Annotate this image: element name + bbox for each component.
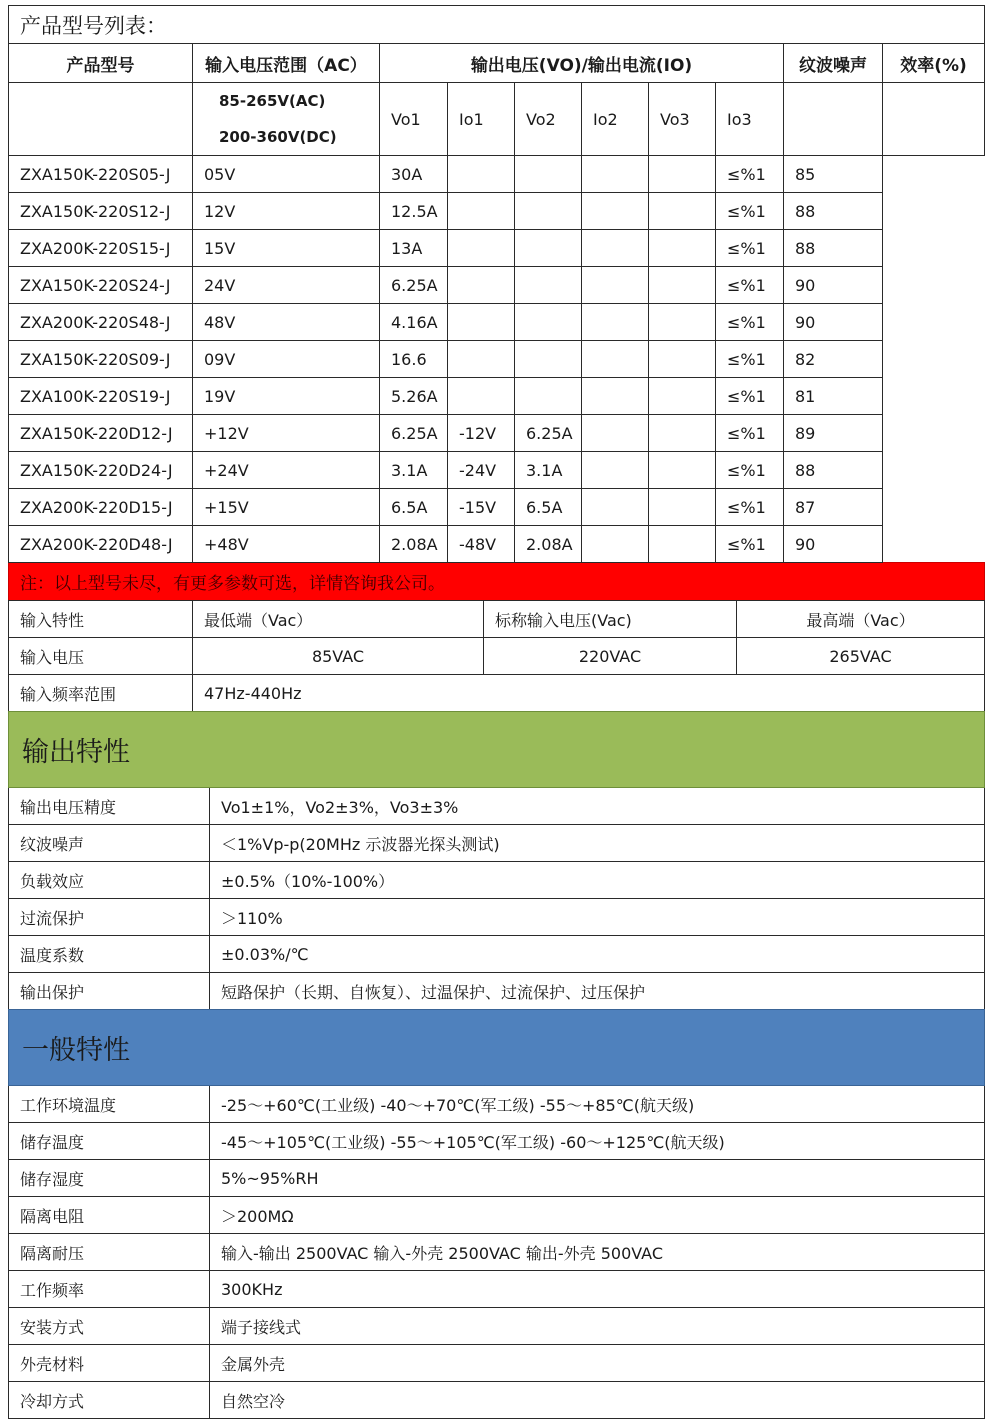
- header-model: 产品型号: [9, 44, 193, 83]
- efficiency-cell: 88: [784, 230, 883, 267]
- vo3-cell: [582, 489, 649, 526]
- general-spec-row: [9, 1086, 985, 1123]
- model-cell: ZXA200K-220S48-J: [9, 304, 193, 341]
- table-row: [9, 341, 985, 378]
- io1-cell: 12.5A: [380, 193, 448, 230]
- model-cell: ZXA150K-220D12-J: [9, 415, 193, 452]
- vo1-cell: +15V: [193, 489, 380, 526]
- input-label: 输入特性: [9, 601, 193, 638]
- subheader-io3: Io3: [716, 83, 784, 156]
- general-spec-label: 储存湿度: [9, 1160, 210, 1197]
- output-spec-row: [9, 788, 985, 825]
- efficiency-cell: 89: [784, 415, 883, 452]
- model-cell: ZXA200K-220D48-J: [9, 526, 193, 563]
- general-spec-row: [9, 1308, 985, 1345]
- io2-cell: [515, 230, 582, 267]
- general-spec-label: 工作频率: [9, 1271, 210, 1308]
- vo3-cell: [582, 526, 649, 563]
- output-spec-label: 过流保护: [9, 899, 210, 936]
- vo1-cell: +48V: [193, 526, 380, 563]
- vo1-cell: 12V: [193, 193, 380, 230]
- general-spec-value: 5%~95%RH: [210, 1160, 985, 1197]
- general-spec-label: 隔离耐压: [9, 1234, 210, 1271]
- io2-cell: [515, 341, 582, 378]
- output-spec-label: 负载效应: [9, 862, 210, 899]
- general-spec-value: -25～+60℃(工业级) -40～+70℃(军工级) -55～+85℃(航天级): [210, 1086, 985, 1123]
- vo3-cell: [582, 267, 649, 304]
- page-title: 产品型号列表：: [9, 6, 985, 44]
- general-spec-row: [9, 1345, 985, 1382]
- ripple-cell: ≤%1: [716, 267, 784, 304]
- general-spec-value: 金属外壳: [210, 1345, 985, 1382]
- header-input-range: 输入电压范围（AC）: [193, 44, 380, 83]
- model-table: [8, 5, 985, 601]
- output-section-title: 输出特性: [9, 712, 985, 788]
- vo3-cell: [582, 193, 649, 230]
- input-range-ac: 85-265V(AC): [219, 92, 326, 110]
- io3-cell: [649, 193, 716, 230]
- input-voltage-min: 85VAC: [193, 638, 484, 675]
- io2-cell: 6.5A: [515, 489, 582, 526]
- vo1-cell: +24V: [193, 452, 380, 489]
- general-spec-label: 隔离电阻: [9, 1197, 210, 1234]
- ripple-cell: ≤%1: [716, 230, 784, 267]
- subheader-blank: [9, 83, 193, 156]
- ripple-cell: ≤%1: [716, 452, 784, 489]
- output-spec-label: 温度系数: [9, 936, 210, 973]
- output-spec-value: ±0.5%（10%-100%）: [210, 862, 985, 899]
- general-spec-row: [9, 1123, 985, 1160]
- header-output: 输出电压(VO)/输出电流(IO): [380, 44, 784, 83]
- table-row: [9, 415, 985, 452]
- io3-cell: [649, 452, 716, 489]
- io3-cell: [649, 230, 716, 267]
- io2-cell: [515, 378, 582, 415]
- general-spec-value: 自然空冷: [210, 1382, 985, 1419]
- output-spec-value: ＜1%Vp-p(20MHz 示波器光探头测试): [210, 825, 985, 862]
- vo1-cell: 05V: [193, 156, 380, 193]
- io2-cell: 2.08A: [515, 526, 582, 563]
- io1-cell: 3.1A: [380, 452, 448, 489]
- table-row: [9, 156, 985, 193]
- input-col-min: 最低端（Vac）: [193, 601, 484, 638]
- vo2-cell: [448, 341, 515, 378]
- efficiency-cell: 87: [784, 489, 883, 526]
- general-spec-value: 输入-输出 2500VAC 输入-外壳 2500VAC 输出-外壳 500VAC: [210, 1234, 985, 1271]
- vo1-cell: 15V: [193, 230, 380, 267]
- model-cell: ZXA150K-220S24-J: [9, 267, 193, 304]
- general-table: [8, 1009, 985, 1419]
- efficiency-cell: 90: [784, 267, 883, 304]
- general-spec-row: [9, 1160, 985, 1197]
- table-row: [9, 378, 985, 415]
- io1-cell: 16.6: [380, 341, 448, 378]
- efficiency-cell: 90: [784, 526, 883, 563]
- model-cell: ZXA150K-220S09-J: [9, 341, 193, 378]
- output-spec-row: [9, 899, 985, 936]
- vo2-cell: [448, 267, 515, 304]
- io3-cell: [649, 267, 716, 304]
- general-spec-label: 储存温度: [9, 1123, 210, 1160]
- vo3-cell: [582, 452, 649, 489]
- model-cell: ZXA150K-220D24-J: [9, 452, 193, 489]
- table-row: [9, 267, 985, 304]
- ripple-cell: ≤%1: [716, 489, 784, 526]
- input-voltage-label: 输入电压: [9, 638, 193, 675]
- io2-cell: [515, 267, 582, 304]
- table-row: [9, 230, 985, 267]
- table-row: [9, 526, 985, 563]
- efficiency-cell: 90: [784, 304, 883, 341]
- subheader-vo3: Vo3: [649, 83, 716, 156]
- input-freq-label: 输入频率范围: [9, 675, 193, 712]
- vo2-cell: [448, 230, 515, 267]
- general-spec-label: 外壳材料: [9, 1345, 210, 1382]
- efficiency-cell: 82: [784, 341, 883, 378]
- model-cell: ZXA200K-220S15-J: [9, 230, 193, 267]
- output-spec-label: 纹波噪声: [9, 825, 210, 862]
- io2-cell: [515, 304, 582, 341]
- vo2-cell: -48V: [448, 526, 515, 563]
- general-spec-label: 冷却方式: [9, 1382, 210, 1419]
- output-spec-label: 输出保护: [9, 973, 210, 1010]
- ripple-cell: ≤%1: [716, 193, 784, 230]
- general-spec-label: 工作环境温度: [9, 1086, 210, 1123]
- model-cell: ZXA200K-220D15-J: [9, 489, 193, 526]
- io2-cell: 6.25A: [515, 415, 582, 452]
- vo2-cell: -15V: [448, 489, 515, 526]
- io1-cell: 13A: [380, 230, 448, 267]
- input-col-max: 最高端（Vac）: [737, 601, 985, 638]
- io3-cell: [649, 341, 716, 378]
- input-range-dc: 200-360V(DC): [219, 128, 337, 146]
- io3-cell: [649, 304, 716, 341]
- input-col-nominal: 标称输入电压(Vac): [484, 601, 737, 638]
- spec-sheet: [8, 5, 984, 1419]
- vo2-cell: [448, 378, 515, 415]
- header-efficiency: 效率(%): [883, 44, 985, 83]
- io3-cell: [649, 526, 716, 563]
- vo3-cell: [582, 304, 649, 341]
- model-cell: ZXA150K-220S12-J: [9, 193, 193, 230]
- vo3-cell: [582, 415, 649, 452]
- io1-cell: 4.16A: [380, 304, 448, 341]
- io1-cell: 30A: [380, 156, 448, 193]
- io2-cell: 3.1A: [515, 452, 582, 489]
- vo1-cell: 19V: [193, 378, 380, 415]
- general-spec-row: [9, 1271, 985, 1308]
- table-row: [9, 489, 985, 526]
- output-spec-value: ＞110%: [210, 899, 985, 936]
- general-spec-row: [9, 1197, 985, 1234]
- vo2-cell: [448, 304, 515, 341]
- output-spec-value: 短路保护（长期、自恢复）、过温保护、过流保护、过压保护: [210, 973, 985, 1010]
- output-spec-row: [9, 936, 985, 973]
- model-cell: ZXA150K-220S05-J: [9, 156, 193, 193]
- io2-cell: [515, 156, 582, 193]
- vo3-cell: [582, 378, 649, 415]
- input-freq-value: 47Hz-440Hz: [193, 675, 985, 712]
- io3-cell: [649, 156, 716, 193]
- table-row: [9, 193, 985, 230]
- subheader-vo1: Vo1: [380, 83, 448, 156]
- ripple-cell: ≤%1: [716, 526, 784, 563]
- efficiency-cell: 88: [784, 193, 883, 230]
- output-spec-label: 输出电压精度: [9, 788, 210, 825]
- vo2-cell: -24V: [448, 452, 515, 489]
- io3-cell: [649, 489, 716, 526]
- subheader-io1: Io1: [448, 83, 515, 156]
- general-spec-value: ＞200MΩ: [210, 1197, 985, 1234]
- io1-cell: 2.08A: [380, 526, 448, 563]
- output-spec-row: [9, 862, 985, 899]
- io1-cell: 6.25A: [380, 267, 448, 304]
- general-spec-value: 端子接线式: [210, 1308, 985, 1345]
- table-row: [9, 304, 985, 341]
- input-voltage-nominal: 220VAC: [484, 638, 737, 675]
- vo1-cell: 09V: [193, 341, 380, 378]
- ripple-cell: ≤%1: [716, 341, 784, 378]
- vo2-cell: -12V: [448, 415, 515, 452]
- efficiency-cell: 81: [784, 378, 883, 415]
- io1-cell: 6.5A: [380, 489, 448, 526]
- output-spec-row: [9, 825, 985, 862]
- subheader-ripple-blank: [784, 83, 883, 156]
- io3-cell: [649, 415, 716, 452]
- vo3-cell: [582, 156, 649, 193]
- general-section-title: 一般特性: [9, 1010, 985, 1086]
- output-spec-value: ±0.03%/℃: [210, 936, 985, 973]
- table-row: [9, 452, 985, 489]
- output-spec-value: Vo1±1%，Vo2±3%，Vo3±3%: [210, 788, 985, 825]
- ripple-cell: ≤%1: [716, 415, 784, 452]
- general-spec-value: 300KHz: [210, 1271, 985, 1308]
- vo1-cell: +12V: [193, 415, 380, 452]
- ripple-cell: ≤%1: [716, 156, 784, 193]
- input-range-cell: [193, 83, 380, 156]
- io3-cell: [649, 378, 716, 415]
- input-voltage-max: 265VAC: [737, 638, 985, 675]
- vo2-cell: [448, 193, 515, 230]
- subheader-io2: Io2: [582, 83, 649, 156]
- subheader-eff-blank: [883, 83, 985, 156]
- model-cell: ZXA100K-220S19-J: [9, 378, 193, 415]
- io1-cell: 5.26A: [380, 378, 448, 415]
- vo3-cell: [582, 230, 649, 267]
- vo1-cell: 48V: [193, 304, 380, 341]
- ripple-cell: ≤%1: [716, 304, 784, 341]
- general-spec-label: 安装方式: [9, 1308, 210, 1345]
- output-table: [8, 711, 985, 1010]
- note-banner: 注：以上型号未尽，有更多参数可选，详情咨询我公司。: [9, 563, 985, 601]
- vo2-cell: [448, 156, 515, 193]
- io1-cell: 6.25A: [380, 415, 448, 452]
- subheader-vo2: Vo2: [515, 83, 582, 156]
- vo3-cell: [582, 341, 649, 378]
- io2-cell: [515, 193, 582, 230]
- general-spec-row: [9, 1234, 985, 1271]
- input-table: [8, 600, 985, 712]
- ripple-cell: ≤%1: [716, 378, 784, 415]
- efficiency-cell: 85: [784, 156, 883, 193]
- header-ripple: 纹波噪声: [784, 44, 883, 83]
- general-spec-value: -45～+105℃(工业级) -55～+105℃(军工级) -60～+125℃(航天级): [210, 1123, 985, 1160]
- efficiency-cell: 88: [784, 452, 883, 489]
- output-spec-row: [9, 973, 985, 1010]
- vo1-cell: 24V: [193, 267, 380, 304]
- general-spec-row: [9, 1382, 985, 1419]
